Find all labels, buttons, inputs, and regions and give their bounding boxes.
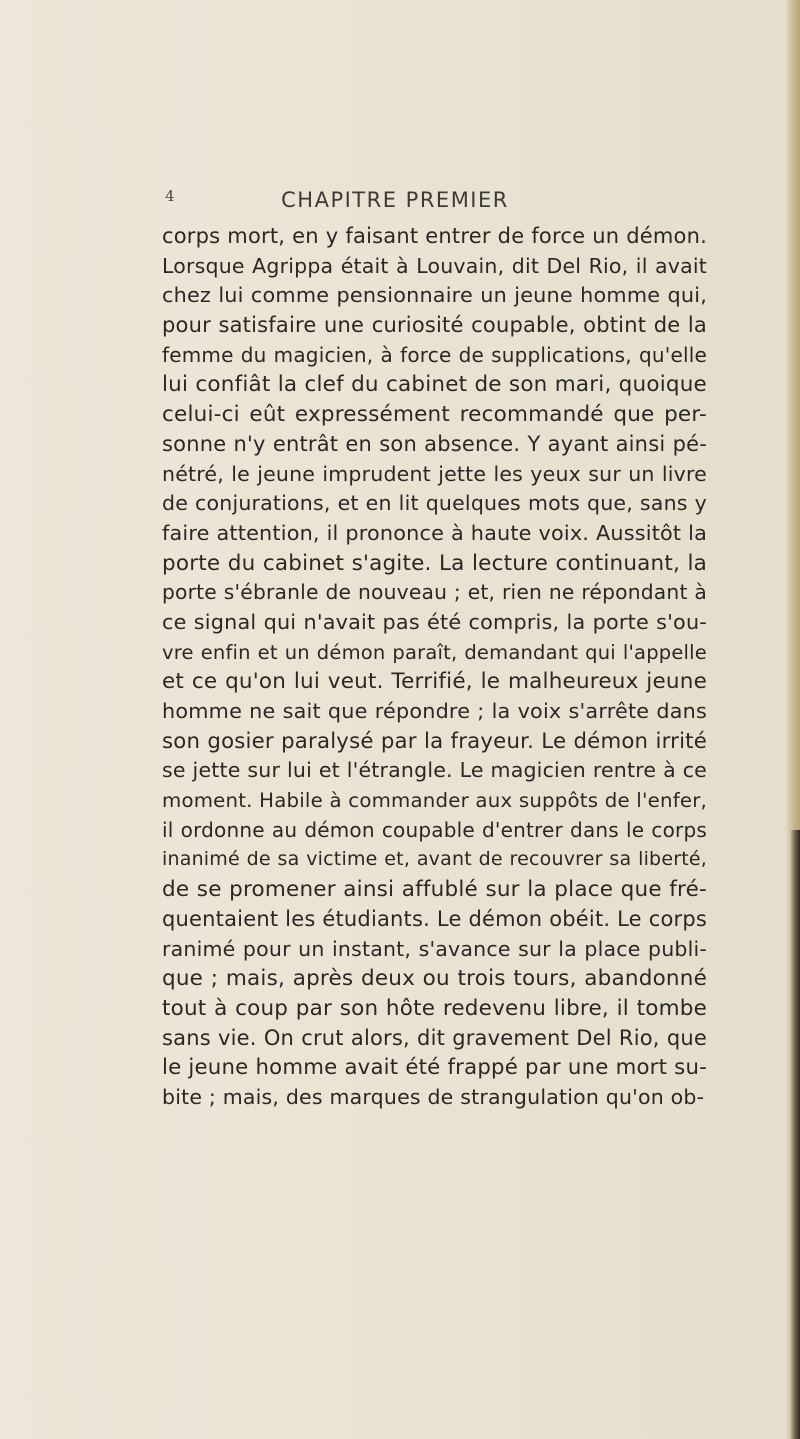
text-line: ce signal qui n'avait pas été compris, la porte s'ou- (162, 609, 707, 634)
text-line: son gosier paralysé par la frayeur. Le démon irrité (162, 728, 707, 754)
text-line: quentaient les étudiants. Le démon obéit. Le corps (162, 906, 707, 931)
text-line: que ; mais, après deux ou trois tours, abandonné (162, 966, 707, 992)
text-line: le jeune homme avait été frappé par une mort su- (162, 1055, 707, 1081)
text-line: inanimé de sa victime et, avant de recouvrer sa liberté, (162, 848, 707, 871)
text-line: Lorsque Agrippa était à Louvain, dit Del Rio, il avait (162, 253, 707, 278)
page-number: 4 (165, 187, 175, 205)
text-line: porte du cabinet s'agite. La lecture continuant, la (162, 550, 707, 576)
text-line: corps mort, en y faisant entrer de force un démon. (162, 224, 707, 248)
text-line: se jette sur lui et l'étrangle. Le magicien rentre à ce (162, 758, 707, 783)
page-edge-dark-shadow (790, 830, 800, 1439)
body-text (162, 222, 707, 1113)
text-line: il ordonne au démon coupable d'entrer dans le corps (162, 817, 707, 842)
text-line: pour satisfaire une curiosité coupable, obtint de la (162, 313, 707, 338)
text-line: nétré, le jeune imprudent jette les yeux sur un livre (162, 461, 707, 486)
text-line: de se promener ainsi affublé sur la place que fré- (162, 877, 707, 903)
text-line: de conjurations, et en lit quelques mots que, sans y (162, 491, 707, 516)
running-head: CHAPITRE PREMIER (281, 188, 509, 212)
text-line: chez lui comme pensionnaire un jeune homme qui, (162, 283, 707, 308)
text-line: et ce qu'on lui veut. Terrifié, le malheureux jeune (162, 669, 707, 695)
text-line: porte s'ébranle de nouveau ; et, rien ne répondant à (162, 580, 707, 605)
text-line: lui confiât la clef du cabinet de son mari, quoique (162, 372, 707, 398)
text-line: moment. Habile à commander aux suppôts de l'enfer, (162, 789, 707, 813)
text-line: sans vie. On crut alors, dit gravement Del Rio, que (162, 1025, 707, 1050)
text-line: vre enfin et un démon paraît, demandant qui l'appelle (162, 640, 707, 664)
text-line: bite ; mais, des marques de strangulation qu'on ob- (162, 1084, 705, 1109)
text-line: celui-ci eût expressément recommandé que per- (162, 402, 707, 428)
text-line: tout à coup par son hôte redevenu libre, il tombe (162, 995, 707, 1021)
text-line: homme ne sait que répondre ; la voix s'arrête dans (162, 699, 707, 723)
text-line: femme du magicien, à force de supplications, qu'elle (162, 342, 707, 367)
text-line: faire attention, il prononce à haute voix. Aussitôt la (162, 520, 707, 545)
text-line: ranimé pour un instant, s'avance sur la place publi- (162, 936, 707, 961)
text-line: sonne n'y entrât en son absence. Y ayant ainsi pé- (162, 431, 707, 456)
